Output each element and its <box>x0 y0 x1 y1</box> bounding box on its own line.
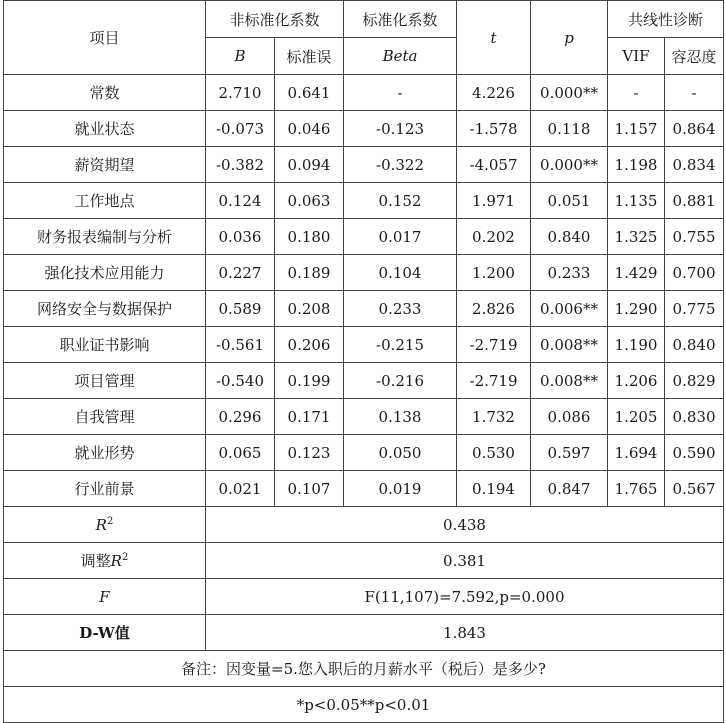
cell-B: 0.227 <box>206 255 275 291</box>
cell-tol: 0.829 <box>665 363 724 399</box>
table-row <box>4 291 724 327</box>
cell-vif: 1.325 <box>608 219 665 255</box>
cell-t: 0.202 <box>457 219 531 255</box>
cell-B: -0.540 <box>206 363 275 399</box>
cell-item: 强化技术应用能力 <box>4 255 206 291</box>
adj-r-symbol: R <box>110 552 122 570</box>
cell-t: -1.578 <box>457 111 531 147</box>
f-statistic-label <box>4 579 206 615</box>
header-item: 项目 <box>4 1 206 75</box>
cell-beta: 0.019 <box>344 471 457 507</box>
cell-p: 0.597 <box>531 435 608 471</box>
adjusted-r-squared-row <box>4 543 724 579</box>
cell-vif: 1.205 <box>608 399 665 435</box>
table-row <box>4 219 724 255</box>
table-row <box>4 363 724 399</box>
cell-t: 2.826 <box>457 291 531 327</box>
header-collinearity: 共线性诊断 <box>608 1 724 38</box>
cell-se: 0.063 <box>275 183 344 219</box>
cell-se: 0.094 <box>275 147 344 183</box>
cell-t: 0.530 <box>457 435 531 471</box>
cell-p: 0.008** <box>531 363 608 399</box>
cell-p: 0.000** <box>531 147 608 183</box>
cell-vif: 1.694 <box>608 435 665 471</box>
cell-p: 0.051 <box>531 183 608 219</box>
cell-vif: 1.190 <box>608 327 665 363</box>
r-squared-row <box>4 507 724 543</box>
cell-item: 项目管理 <box>4 363 206 399</box>
footnote-significance: *p<0.05**p<0.01 <box>4 687 724 723</box>
cell-item: 自我管理 <box>4 399 206 435</box>
cell-p: 0.840 <box>531 219 608 255</box>
header-tolerance: 容忍度 <box>665 38 724 75</box>
table-row <box>4 399 724 435</box>
table-row <box>4 75 724 111</box>
table-row <box>4 327 724 363</box>
cell-se: 0.641 <box>275 75 344 111</box>
cell-t: 4.226 <box>457 75 531 111</box>
table-row <box>4 255 724 291</box>
cell-tol: 0.567 <box>665 471 724 507</box>
cell-beta: -0.123 <box>344 111 457 147</box>
dw-text: D-W值 <box>79 624 130 642</box>
cell-item: 财务报表编制与分析 <box>4 219 206 255</box>
cell-item: 网络安全与数据保护 <box>4 291 206 327</box>
cell-B: 0.124 <box>206 183 275 219</box>
cell-t: 1.200 <box>457 255 531 291</box>
table-row <box>4 435 724 471</box>
durbin-watson-label <box>4 615 206 651</box>
regression-table <box>3 0 724 723</box>
cell-tol: 0.700 <box>665 255 724 291</box>
cell-item: 就业形势 <box>4 435 206 471</box>
r2-superscript: 2 <box>106 515 114 527</box>
durbin-watson-row <box>4 615 724 651</box>
cell-tol: 0.864 <box>665 111 724 147</box>
table-row <box>4 471 724 507</box>
header-b: B <box>206 38 275 75</box>
cell-t: 0.194 <box>457 471 531 507</box>
cell-p: 0.118 <box>531 111 608 147</box>
cell-beta: 0.017 <box>344 219 457 255</box>
cell-beta: -0.322 <box>344 147 457 183</box>
r-squared-value: 0.438 <box>206 507 724 543</box>
f-statistic-value: F(11,107)=7.592,p=0.000 <box>206 579 724 615</box>
cell-tol: 0.775 <box>665 291 724 327</box>
cell-t: 1.732 <box>457 399 531 435</box>
f-statistic-row <box>4 579 724 615</box>
cell-p: 0.086 <box>531 399 608 435</box>
cell-item: 常数 <box>4 75 206 111</box>
cell-p: 0.233 <box>531 255 608 291</box>
cell-tol: 0.834 <box>665 147 724 183</box>
cell-vif: - <box>608 75 665 111</box>
cell-B: 0.021 <box>206 471 275 507</box>
header-t: t <box>457 1 531 75</box>
cell-p: 0.000** <box>531 75 608 111</box>
cell-t: -2.719 <box>457 363 531 399</box>
header-vif: VIF <box>608 38 665 75</box>
cell-se: 0.206 <box>275 327 344 363</box>
cell-B: -0.561 <box>206 327 275 363</box>
cell-se: 0.171 <box>275 399 344 435</box>
notes-note-row <box>4 651 724 687</box>
adj-r-superscript: 2 <box>121 552 129 563</box>
cell-p: 0.847 <box>531 471 608 507</box>
cell-beta: 0.152 <box>344 183 457 219</box>
cell-B: 0.036 <box>206 219 275 255</box>
cell-se: 0.199 <box>275 363 344 399</box>
cell-se: 0.046 <box>275 111 344 147</box>
cell-tol: 0.590 <box>665 435 724 471</box>
cell-beta: 0.233 <box>344 291 457 327</box>
header-row-1 <box>4 1 724 38</box>
cell-p: 0.006** <box>531 291 608 327</box>
adj-prefix: 调整 <box>80 552 111 570</box>
cell-se: 0.189 <box>275 255 344 291</box>
cell-item: 薪资期望 <box>4 147 206 183</box>
r2-symbol: R <box>95 515 107 534</box>
cell-beta: -0.215 <box>344 327 457 363</box>
cell-item: 职业证书影响 <box>4 327 206 363</box>
cell-item: 工作地点 <box>4 183 206 219</box>
cell-beta: - <box>344 75 457 111</box>
cell-B: -0.073 <box>206 111 275 147</box>
cell-t: -2.719 <box>457 327 531 363</box>
cell-vif: 1.135 <box>608 183 665 219</box>
cell-vif: 1.429 <box>608 255 665 291</box>
cell-tol: 0.840 <box>665 327 724 363</box>
cell-tol: - <box>665 75 724 111</box>
cell-tol: 0.881 <box>665 183 724 219</box>
cell-vif: 1.157 <box>608 111 665 147</box>
adjusted-r-squared-value: 0.381 <box>206 543 724 579</box>
cell-B: 0.589 <box>206 291 275 327</box>
table-row <box>4 183 724 219</box>
cell-vif: 1.206 <box>608 363 665 399</box>
cell-beta: 0.104 <box>344 255 457 291</box>
cell-vif: 1.765 <box>608 471 665 507</box>
f-symbol: F <box>99 587 110 606</box>
r-squared-label <box>4 507 206 543</box>
cell-tol: 0.755 <box>665 219 724 255</box>
cell-item: 行业前景 <box>4 471 206 507</box>
cell-beta: 0.138 <box>344 399 457 435</box>
cell-B: -0.382 <box>206 147 275 183</box>
notes-sig-row <box>4 687 724 723</box>
cell-vif: 1.290 <box>608 291 665 327</box>
header-se: 标准误 <box>275 38 344 75</box>
adjusted-r-squared-label <box>4 543 206 579</box>
cell-p: 0.008** <box>531 327 608 363</box>
cell-beta: -0.216 <box>344 363 457 399</box>
cell-se: 0.180 <box>275 219 344 255</box>
cell-beta: 0.050 <box>344 435 457 471</box>
durbin-watson-value: 1.843 <box>206 615 724 651</box>
cell-se: 0.107 <box>275 471 344 507</box>
table-body <box>4 1 724 723</box>
table-row <box>4 147 724 183</box>
header-unstandardized: 非标准化系数 <box>206 1 344 38</box>
cell-t: -4.057 <box>457 147 531 183</box>
cell-se: 0.123 <box>275 435 344 471</box>
table-row <box>4 111 724 147</box>
cell-B: 2.710 <box>206 75 275 111</box>
header-standardized: 标准化系数 <box>344 1 457 38</box>
cell-B: 0.065 <box>206 435 275 471</box>
cell-B: 0.296 <box>206 399 275 435</box>
cell-item: 就业状态 <box>4 111 206 147</box>
cell-t: 1.971 <box>457 183 531 219</box>
cell-tol: 0.830 <box>665 399 724 435</box>
cell-vif: 1.198 <box>608 147 665 183</box>
header-beta: Beta <box>344 38 457 75</box>
footnote-dependent-variable: 备注：因变量=5.您入职后的月薪水平（税后）是多少? <box>4 651 724 687</box>
header-p: p <box>531 1 608 75</box>
cell-se: 0.208 <box>275 291 344 327</box>
